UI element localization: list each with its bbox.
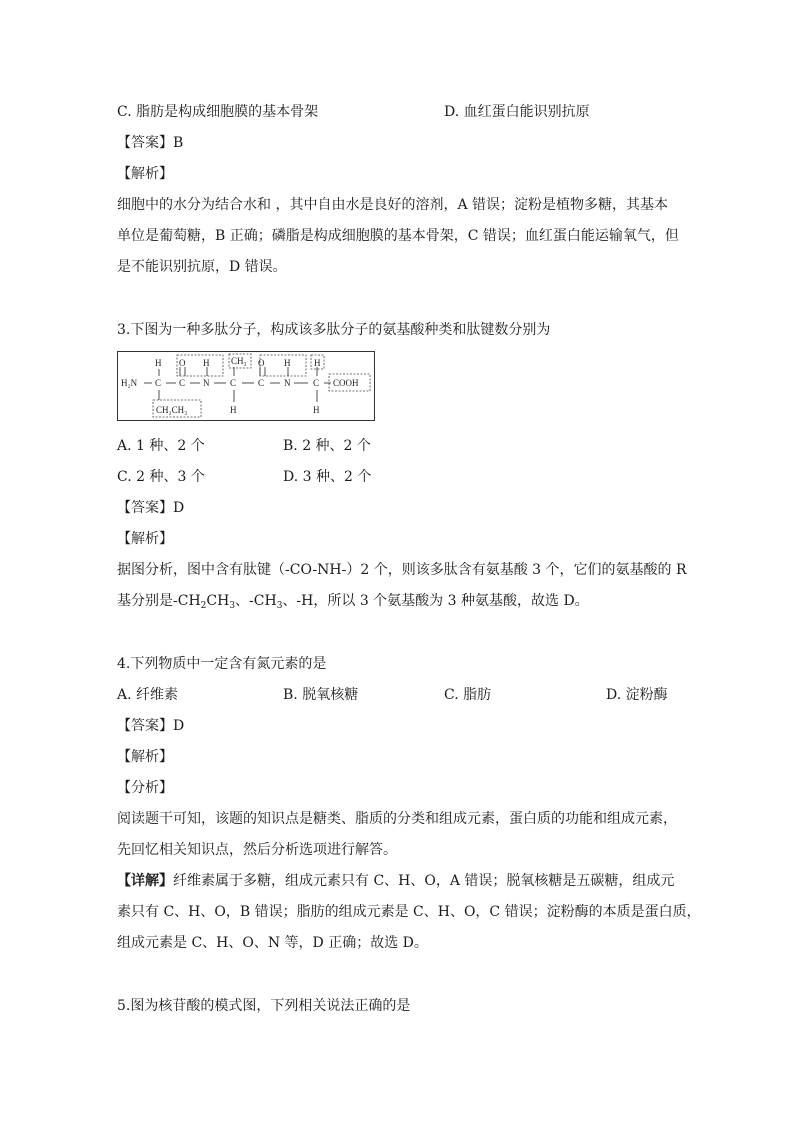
q2-option-c: C. 脂肪是构成细胞膜的基本骨架 bbox=[117, 104, 319, 120]
q4-option-c: C. 脂肪 bbox=[444, 687, 492, 703]
q4-detail-line-1: 【详解】纤维素属于多糖，组成元素只有 C、H、O，A 错误；脱氧核糖是五碳糖，组成元 bbox=[117, 873, 675, 889]
q4-option-a: A. 纤维素 bbox=[117, 687, 179, 703]
peptide-structure-diagram bbox=[117, 351, 375, 421]
q4-fenxi-line-2: 先回忆相关知识点，然后分析选项进行解答。 bbox=[117, 842, 397, 858]
atom-h-3: H bbox=[230, 405, 237, 415]
q4-fenxi-line-1: 阅读题干可知，该题的知识点是糖类、脂质的分类和组成元素，蛋白质的功能和组成元素， bbox=[117, 811, 677, 827]
atom-c-5: C bbox=[313, 378, 320, 388]
ch2ch3-group: CH₂CH₃ bbox=[156, 405, 188, 415]
atom-n-2: N bbox=[284, 378, 291, 388]
q4-analysis-label: 【解析】 bbox=[117, 749, 173, 765]
atom-h-6: H bbox=[313, 405, 320, 415]
q4-fenxi-label: 【分析】 bbox=[117, 780, 173, 796]
q5-question: 5.图为核苷酸的模式图，下列相关说法正确的是 bbox=[117, 998, 411, 1014]
q3-option-d: D. 3 种、2 个 bbox=[283, 469, 372, 485]
q4-detail-line-2: 素只有 C、H、O，B 错误；脂肪的组成元素是 C、H、O，C 错误；淀粉酶的本质是蛋白质， bbox=[117, 904, 701, 920]
q4-question: 4.下列物质中一定含有氮元素的是 bbox=[117, 656, 327, 672]
q4-option-b: B. 脱氧核糖 bbox=[283, 687, 359, 703]
atom-c-3: C bbox=[230, 378, 237, 388]
q3-analysis-line-2: 基分别是$-CH_2CH_3$、$-CH_3$、-H，所以 3 个氨基酸为 3 种氨基酸，故选 D。 bbox=[117, 593, 589, 611]
q2-analysis-label: 【解析】 bbox=[117, 166, 173, 182]
q4-detail-line-3: 组成元素是 C、H、O、N 等，D 正确；故选 D。 bbox=[117, 935, 428, 951]
q4-option-d: D. 淀粉酶 bbox=[606, 687, 668, 703]
atom-c-2: C bbox=[179, 378, 186, 388]
q2-analysis-line-2: 单位是葡萄糖，B 正确；磷脂是构成细胞膜的基本骨架，C 错误；血红蛋白能运输氧气，但 bbox=[117, 228, 679, 244]
atom-h-4: H bbox=[284, 358, 291, 368]
q4-detail-label: 【详解】 bbox=[117, 873, 173, 889]
ch3-group: CH₃ bbox=[231, 356, 247, 366]
q3-option-c: C. 2 种、3 个 bbox=[117, 469, 205, 485]
q3-question: 3.下图为一种多肽分子，构成该多肽分子的氨基酸种类和肽键数分别为 bbox=[117, 322, 551, 338]
q3-option-b: B. 2 种、2 个 bbox=[283, 438, 371, 454]
q4-answer: 【答案】D bbox=[117, 718, 185, 734]
atom-h-1: H bbox=[155, 358, 162, 368]
q3-analysis-label: 【解析】 bbox=[117, 531, 173, 547]
q2-analysis-line-3: 是不能识别抗原，D 错误。 bbox=[117, 259, 287, 275]
q2-option-d: D. 血红蛋白能识别抗原 bbox=[444, 104, 590, 120]
q3-option-a: A. 1 种、2 个 bbox=[117, 438, 205, 454]
atom-c-4: C bbox=[258, 378, 265, 388]
q2-analysis-line-1: 细胞中的水分为结合水和 ，其中自由水是良好的溶剂，A 错误；淀粉是植物多糖，其基本 bbox=[117, 197, 669, 213]
cooh-group: COOH bbox=[333, 378, 359, 388]
atom-o-2: O bbox=[258, 358, 265, 368]
atom-n-1: N bbox=[203, 378, 210, 388]
peptide-bond-box-2 bbox=[260, 355, 306, 376]
atom-o-1: O bbox=[179, 358, 186, 368]
peptide-svg bbox=[118, 352, 376, 422]
q3-analysis-line-1: 据图分析，图中含有肽键（-CO-NH-）2 个，则该多肽含有氨基酸 3 个，它们的氨基酸的 R bbox=[117, 562, 687, 578]
q3-answer: 【答案】D bbox=[117, 500, 185, 516]
atom-c-1: C bbox=[155, 378, 162, 388]
h2n-group: H₂N bbox=[121, 378, 138, 388]
q2-answer: 【答案】B bbox=[117, 135, 184, 151]
atom-h-2: H bbox=[203, 358, 210, 368]
atom-h-5: H bbox=[314, 358, 321, 368]
